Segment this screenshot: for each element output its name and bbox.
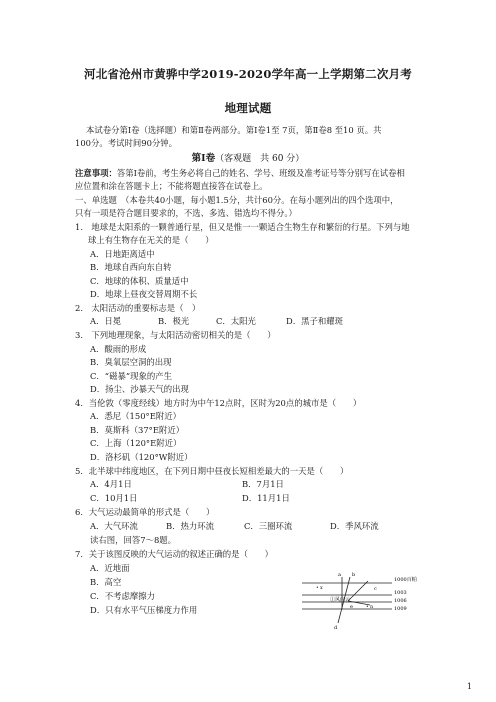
figure-label-e: e (350, 604, 353, 610)
section-heading (0, 150, 496, 164)
figure-reference-text: 读右图，回答7～8题。 (90, 535, 177, 545)
question-2-option-c: C．太阳光 (216, 316, 256, 326)
isobar-label-1000: 1000百帕 (394, 577, 417, 583)
intro-line-1: 本试卷分第Ⅰ卷（选择题）和第Ⅱ卷两部分。第Ⅰ卷1至 7页，第Ⅱ卷8 至10 页。共 (86, 125, 382, 135)
question-2-stem: 2. 太阳活动的重要标志是（ ） (75, 303, 201, 313)
isobar-wind-diagram (300, 571, 450, 641)
question-6-option-d: D．季风环流 (330, 521, 379, 531)
question-2-option-d: D．黑子和耀斑 (286, 316, 343, 326)
question-4-option-d: D．洛杉矶（120°W附近） (90, 452, 193, 462)
question-5-option-c: C．10月1日 (90, 493, 138, 503)
notice-text-1: 答第Ⅰ卷前，考生务必将自己的姓名、学号、班级及准考证号等分别写在试卷相 (116, 168, 405, 178)
question-6-option-a: A．大气环流 (90, 521, 138, 531)
notice-line-1 (75, 168, 405, 179)
question-5-option-a: A．4月1日 (90, 479, 132, 489)
isobar-label-1003: 1003 (394, 590, 407, 596)
instruction-line-1: 一、单选题 （本卷共40小题，每小题1.5分，共计60分。在每小题列出的四个选项中， (75, 195, 399, 205)
figure-label-right: • n (366, 605, 373, 610)
figure-label-d: d (334, 625, 338, 631)
figure-label-c: c (374, 586, 377, 592)
question-7-option-a: A．近地面 (90, 563, 130, 573)
wind-arrow-b (348, 581, 368, 601)
question-7-stem: 7．关于该图反映的大气运动的叙述正确的是（ ） (75, 549, 273, 559)
page-number: 1 (466, 682, 472, 691)
question-1-option-d: D．地球上昼夜交替周期不长 (90, 289, 198, 299)
question-2-option-b: B．极光 (158, 316, 190, 326)
question-4-option-b: B．莫斯科（37°E附近） (90, 425, 185, 435)
question-5-option-d: D．11月1日 (242, 493, 290, 503)
question-6-option-b: B．热力环流 (166, 521, 215, 531)
question-3-option-a: A．酸雨的形成 (90, 344, 147, 354)
question-1-stem-2: 球上有生物存在无关的是（ ） (88, 235, 214, 245)
figure-label-left: • x (316, 586, 323, 591)
question-6-option-c: C．三圈环流 (244, 521, 293, 531)
document-title: 河北省沧州市黄骅中学2019-2020学年高一上学期第二次月考 (84, 67, 412, 81)
intro-line-2: 100分。考试时间90分钟。 (75, 138, 178, 148)
isobar-label-1009: 1009 (394, 606, 407, 612)
section-detail: （客观题 共 60 分） (215, 154, 305, 164)
question-5-stem: 5．北半球中纬度地区，在下列日期中昼夜长短相差最大的一天是（ ） (75, 466, 349, 476)
question-3-option-b: B．臭氧层空洞的出现 (90, 357, 172, 367)
question-3-option-c: C．“磁暴”现象的产生 (90, 371, 172, 381)
isobar-label-1006: 1006 (394, 598, 407, 604)
question-1-stem-1: 1. 地球是太阳系的一颗普通行星，但又是惟一一颗适合生物生存和繁衍的行星。下列与地 (75, 222, 410, 232)
question-2-option-a: A．日冕 (90, 316, 122, 326)
question-7-option-c: C．不考虑摩擦力 (90, 591, 156, 601)
notice-line-2: 应位置和涂在答题卡上；不能将题直接答在试卷上。 (75, 181, 268, 191)
figure-label-center: ①风向云 (330, 597, 351, 603)
question-7-option-d: D．只有水平气压梯度力作用 (90, 605, 198, 615)
question-4-option-a: A．悉尼（150°E附近） (90, 411, 181, 421)
notice-label: 注意事项： (75, 168, 117, 178)
question-3-stem: 3. 下列地理现象，与太阳活动密切相关的是（ ） (75, 330, 276, 340)
instruction-line-2: 只有一项是符合题目要求的，不选、多选、错选均不得分。） (75, 208, 297, 218)
document-subtitle: 地理试题 (224, 101, 272, 115)
figure-label-b: b (352, 572, 356, 578)
question-4-option-c: C．上海（120°E附近） (90, 438, 182, 448)
question-4-stem: 4．当伦敦（零度经线）地方时为中午12点时，区时为20点的城市是（ ） (75, 398, 362, 408)
section-name: 第Ⅰ卷 (191, 153, 216, 164)
question-3-option-d: D．扬尘、沙暴天气的出现 (90, 384, 189, 394)
question-1-option-b: B．地球自西向东自转 (90, 262, 172, 272)
question-7-option-b: B．高空 (90, 577, 122, 587)
question-6-stem: 6．大气运动最简单的形式是（ ） (75, 507, 215, 517)
question-1-option-a: A．日地距离适中 (90, 249, 155, 259)
figure-label-a: a (338, 572, 341, 578)
question-1-option-c: C．地球的体积、质量适中 (90, 276, 189, 286)
question-5-option-b: B．7月1日 (242, 479, 284, 489)
